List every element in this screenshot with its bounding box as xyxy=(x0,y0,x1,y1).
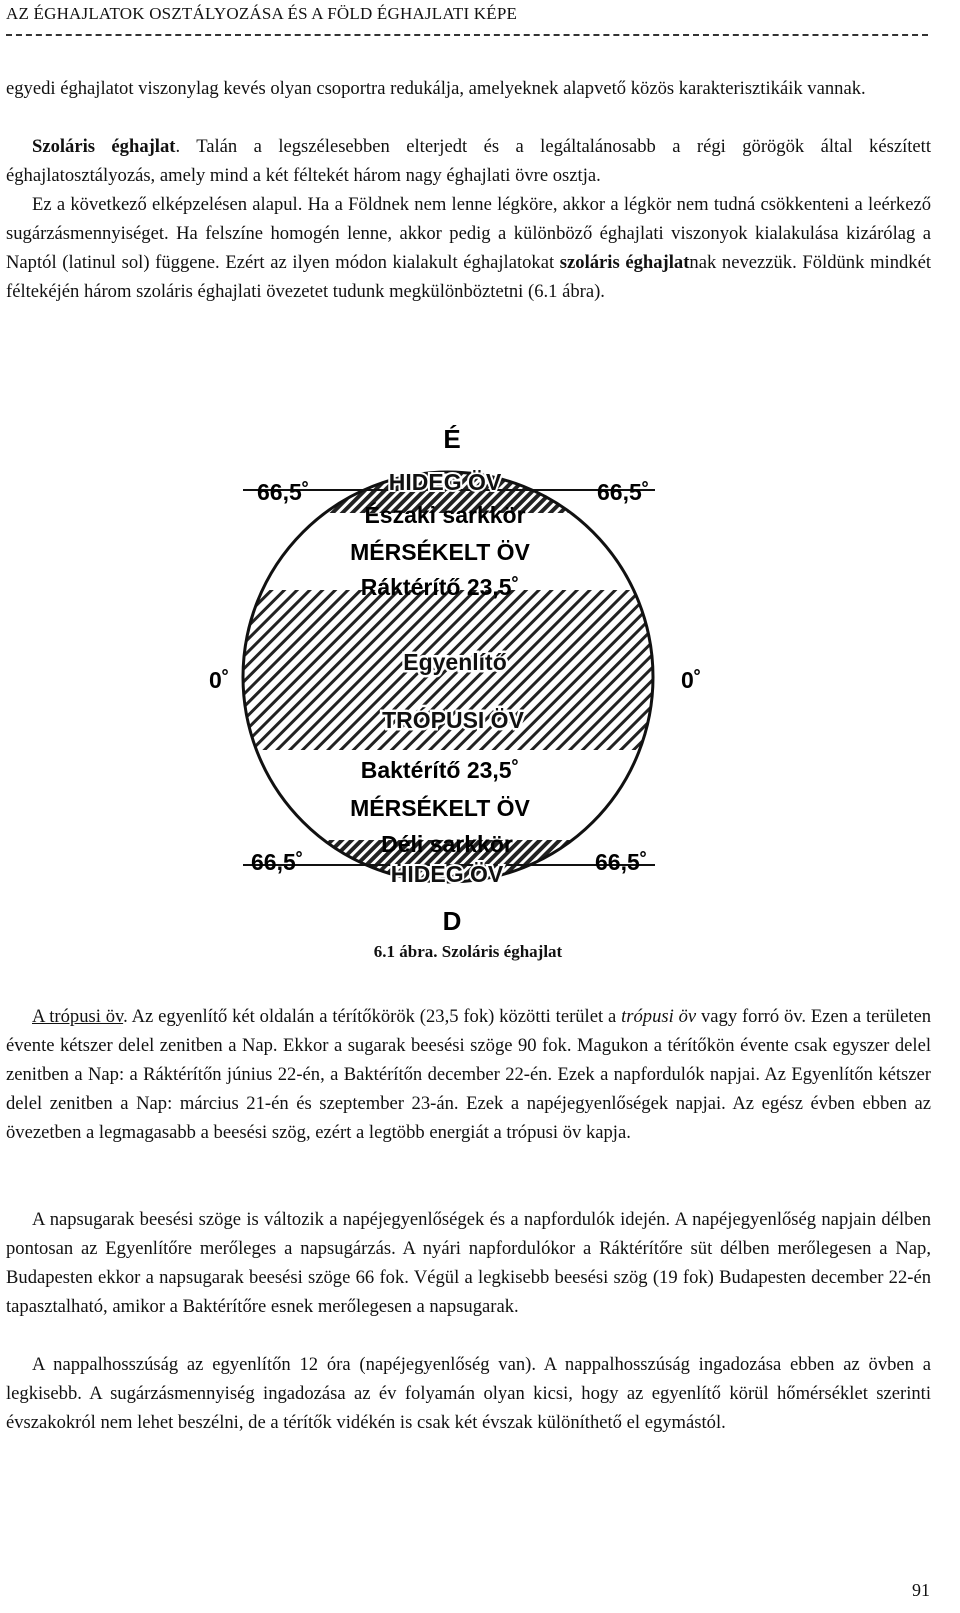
zone-equator: Egyenlítő xyxy=(403,649,507,675)
tropical-paragraph-1-text-b: vagy forró öv. Ezen a területen évente kétszer delel zenitben a Nap. Ekkor a sugarak beesési szöge 90 fok. Magukon a térítőkön évente csak egyszer delel zenitben a Nap: a Ráktérítőn június 22-én, a Baktérítőn december 22-én. Ezek a napfordulók napjai. Az Egyenlítőn kétszer delel zenitben a Nap: március 21-én és szeptember 23-án. Ezek a napéjegyenlőségek napjai. Az egész évben ebben az övezetben a legmagasabb a beesési szög, ezért a legtöbb energiát a trópusi öv kapja. xyxy=(6,1006,931,1143)
zone-temperate-south: MÉRSÉKELT ÖV xyxy=(350,795,530,821)
deg-0-w: 0˚ xyxy=(209,667,230,693)
south-label: D xyxy=(442,906,462,936)
intro-paragraph-3 xyxy=(6,190,931,306)
tropical-paragraph-3 xyxy=(6,1350,931,1437)
zone-cold-north: HIDEG ÖV xyxy=(388,469,502,495)
solar-zones-diagram xyxy=(195,410,702,940)
intro-paragraph-1: egyedi éghajlatot viszonylag kevés olyan csoportra redukálja, amelyeknek alapvető közös karakterisztikáik vannak. xyxy=(6,78,866,99)
tropical-zone-title: A trópusi öv xyxy=(32,1006,124,1027)
header-divider xyxy=(6,34,928,36)
deg-665-ne: 66,5˚ xyxy=(597,479,650,505)
tropical-paragraph-1 xyxy=(6,1002,931,1147)
deg-665-sw: 66,5˚ xyxy=(251,849,304,875)
deg-0-e: 0˚ xyxy=(681,667,702,693)
intro-paragraph-2-text: . Talán a legszélesebben elterjedt és a legáltalánosabb a régi görögök által készített éghajlatosztályozás, amely mind a két féltekét három nagy éghajlati övre osztja. xyxy=(6,136,931,186)
zone-tropical: TRÓPUSI ÖV xyxy=(382,707,524,733)
zone-cold-south: HIDEG ÖV xyxy=(390,861,504,887)
zone-temperate-north: MÉRSÉKELT ÖV xyxy=(350,539,530,565)
zone-antarctic-circle: Déli sarkkör xyxy=(381,831,513,857)
solar-climate-bold: szoláris éghajlat xyxy=(559,252,690,273)
tropical-paragraph-1-text-a: . Az egyenlítő két oldalán a térítőkörök (23,5 fok) közötti terület a xyxy=(123,1006,622,1027)
tropical-paragraph-2-text: A napsugarak beesési szöge is változik a napéjegyenlőségek és a napfordulók idején. A napéjegyenlőség napjain délben pontosan az Egyenlítőre merőleges a napsugárzás. A nyári napfordulókor a Ráktérítőre süt délben merőlegesen a Nap, Budapesten ekkor a napsugarak beesési szöge 66 fok. Végül a legkisebb beesési szög (19 fok) Budapesten december 22-én tapasztalható, amikor a Baktérítőre esnek merőlegesen a napsugarak. xyxy=(6,1209,931,1317)
north-label: É xyxy=(443,424,461,454)
solar-climate-term: Szoláris éghajlat xyxy=(32,136,176,157)
solar-climate-figure xyxy=(195,410,702,940)
running-header: AZ ÉGHAJLATOK OSZTÁLYOZÁSA ÉS A FÖLD ÉGHAJLATI KÉPE xyxy=(6,4,518,23)
tropical-paragraph-2 xyxy=(6,1205,931,1321)
figure-caption: 6.1 ábra. Szoláris éghajlat xyxy=(373,942,563,961)
tropical-zone-term: trópusi öv xyxy=(621,1006,697,1027)
page-number: 91 xyxy=(912,1580,930,1600)
intro-paragraph-3-text-a: Ez a következő elképzelésen alapul. Ha a Földnek nem lenne légköre, akkor a légkör nem tudná csökkenteni a leérkező sugárzásmennyiséget. Ha felszíne homogén lenne, akkor pedig a különböző éghajlati viszonyok kialakulása kizárólag a Naptól (latinul sol) függene. Ezért az ilyen módon kialakult éghajlatokat xyxy=(6,194,931,273)
zone-tropic-capricorn: Baktérítő 23,5˚ xyxy=(360,757,520,783)
intro-paragraph-2 xyxy=(6,132,931,190)
deg-665-se: 66,5˚ xyxy=(595,849,648,875)
tropical-paragraph-3-text: A nappalhosszúság az egyenlítőn 12 óra (napéjegyenlőség van). A nappalhosszúság ingadozása ebben az övben a legkisebb. A sugárzásmennyiség ingadozása az év folyamán olyan kicsi, hogy az egyenlítő körül hőmérséklet szerinti évszakokról nem lehet beszélni, de a térítők vidékén is csak két évszak különíthető el egymástól. xyxy=(6,1354,931,1433)
zone-arctic-circle: Északi sarkkör xyxy=(364,502,526,528)
deg-665-nw: 66,5˚ xyxy=(257,479,310,505)
zone-tropic-cancer: Ráktérítő 23,5˚ xyxy=(360,574,520,600)
intro-paragraph-3-text-b: nak nevezzük. Földünk mindkét féltekéjén három szoláris éghajlati övezetet tudunk megkülönböztetni (6.1 ábra). xyxy=(6,252,932,302)
